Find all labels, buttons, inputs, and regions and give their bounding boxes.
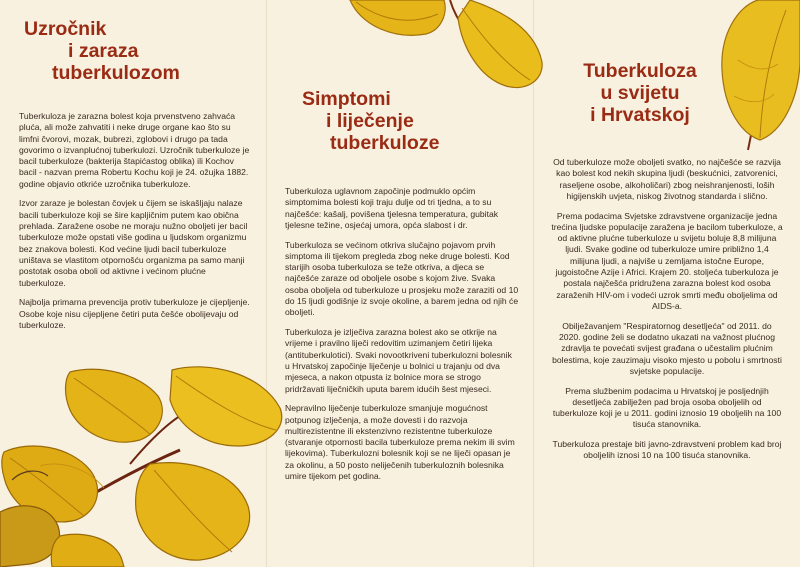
panel-1-title-line: tuberkulozom <box>52 62 180 84</box>
paragraph: Od tuberkuloze može oboljeti svatko, no najčešće se razvija kao bolest kod nekih skupina ljudi (beskućnici, zatvorenici, raseljene osobe, alkoholičari) zbog neishranjenosti, loših higijenskih uvjeta, niskog životnog standarda i slično. <box>553 157 781 201</box>
paragraph: Tuberkuloza uglavnom započinje podmuklo općim simptomima bolesti koji traju dulje od tri tjedna, a to su najčešće: kašalj, povišena tjelesna temperatura, gubitak tjelesne težine, osjećaj umora, opća slabost i dr. <box>285 186 499 230</box>
panel-1-title-line: i zaraza <box>68 40 139 62</box>
panel-3-title-line: u svijetu <box>600 82 680 104</box>
paragraph: Izvor zaraze je bolestan čovjek u čijem se iskašljaju nalaze bacili tuberkuloze koji se šire kapljičnim putem kao obična prehlada. Zaražene osobe ne moraju nužno oboljeti jer bacil tuberkuloze može opstati više godina u ljudskom organizmu bez znakova bolesti. Kod većine ljudi bacil tuberkuloze uništava se vlastitom otpornošću organizma pa samo manji postotak osoba oboli od aktivne i većinom plućne tuberkuloze. <box>19 198 248 288</box>
paragraph: Prema službenim podacima u Hrvatskoj je posljednjih desetljeća zabilježen pad broja osoba oboljelih od tuberkuloze koji je u 2011. godini iznosio 19 oboljelih na 100 tisuća stanovnika. <box>552 385 782 430</box>
paragraph: Tuberkuloza je zarazna bolest koja prvenstveno zahvaća pluća, ali može zahvatiti i neke druge organe kao što su limfni čvorovi, mozak, bubrezi, zglobovi i drugo pa tada govorimo o izvanplućnoj tuberkulozi. Uzročnik tuberkuloze je bacil tuberkuloze (bakterija štapićastog oblika) ili Kochov bacil - nazvan prema Robertu Kochu koji je 24. ožujka 1882. godine objavio otkriće uzročnika tuberkuloze. <box>19 111 250 189</box>
panel-1-body <box>19 111 251 340</box>
paragraph: Nepravilno liječenje tuberkuloze smanjuje mogućnost potpunog izlječenja, a može dovesti i do razvoja multirezistentne ili ekstenzivno rezistentne tuberkuloze (stvaranje otpornosti bacila tuberkuloze prema nekim ili svim lijekovima). Tuberkulozni bolesnik koji se ne liječi opasan je za okolinu, a 50 posto neliječenih tuberkuloznih bolesnika umire tijekom pet godina. <box>285 403 515 481</box>
panel-3-body <box>551 157 783 470</box>
panel-3-title-line: i Hrvatskoj <box>590 104 690 126</box>
panel-3-title <box>560 60 720 126</box>
panel-2-title-line: i liječenje <box>326 110 414 132</box>
panel-3-title-line: Tuberkuloza <box>583 60 697 82</box>
paragraph: Tuberkuloza se većinom otkriva slučajno pojavom prvih simptoma ili tijekom pregleda zbog neke druge bolesti. Kod starijih osoba tuberkuloza se teže otkriva, a djeca se najčešće zaraze od oboljele osobe s kojom žive. Svaka osoba oboljela od tuberkuloze u prosjeku može zaraziti od 10 do 15 ljudi godišnje iz svoje okoline, a barem jedna od njih će oboljeti. <box>285 239 519 318</box>
leaves-top-center-image <box>330 0 545 92</box>
paragraph: Prema podacima Svjetske zdravstvene organizacije jedna trećina ljudske populacije zaražena je bacilom tuberkuloze, a od aktivne plućne tuberkuloze u svijetu boluje 8,8 milijuna ljudi. Svake godine od tuberkuloze umire približno 1,4 milijuna ljudi, a najviše u zemljama istočne Europe, jugoistočne Azije i Africi. Krajem 20. stoljeća tuberkuloza je postala najčešća pridružena zarazna bolest kod osoba zaraženih HIV-om i vodeći uzrok smrti među oboljelima od AIDS-a. <box>551 210 783 311</box>
panel-1-title <box>24 18 264 84</box>
panel-1-title-line: Uzročnik <box>24 18 107 40</box>
panel-2-body <box>285 186 519 491</box>
paragraph: Najbolja primarna prevencija protiv tuberkuloze je cijepljenje. Osobe koje nisu cijepljene četiri puta češće obolijevaju od tuberkuloze. <box>19 297 250 330</box>
panel-2-title-line: Simptomi <box>302 88 391 110</box>
panel-2-title-line: tuberkuloze <box>330 132 440 154</box>
leaves-bottom-left-image <box>0 360 290 567</box>
panel-2-title <box>302 88 522 154</box>
paragraph: Obilježavanjem "Respiratornog desetljeća" od 2011. do 2020. godine želi se dodatno ukazati na važnost plućnog zdravlja te povećati svijest građana o učestalim plućnim bolestima, koje zauzimaju visoko mjesto u pobolu i smrtnosti svjetske populacije. <box>552 320 782 376</box>
paragraph: Tuberkuloza je izlječiva zarazna bolest ako se otkrije na vrijeme i pravilno liječi redovitim uzimanjem četiri lijeka (antituberkulotici). Svaki novootkriveni tuberkulozni bolesnik u Hrvatskoj započinje liječenje u bolnici u trajanju od dva mjeseca, a nakon otpusta iz bolnice mora se strogo pridržavati liječničkih uputa barem idućih šest mjeseci. <box>285 327 512 394</box>
paragraph: Tuberkuloza prestaje biti javno-zdravstveni problem kad broj oboljelih iznosi 10 na 100 tisuća stanovnika. <box>552 439 782 461</box>
leaves-top-right-image <box>708 0 800 150</box>
